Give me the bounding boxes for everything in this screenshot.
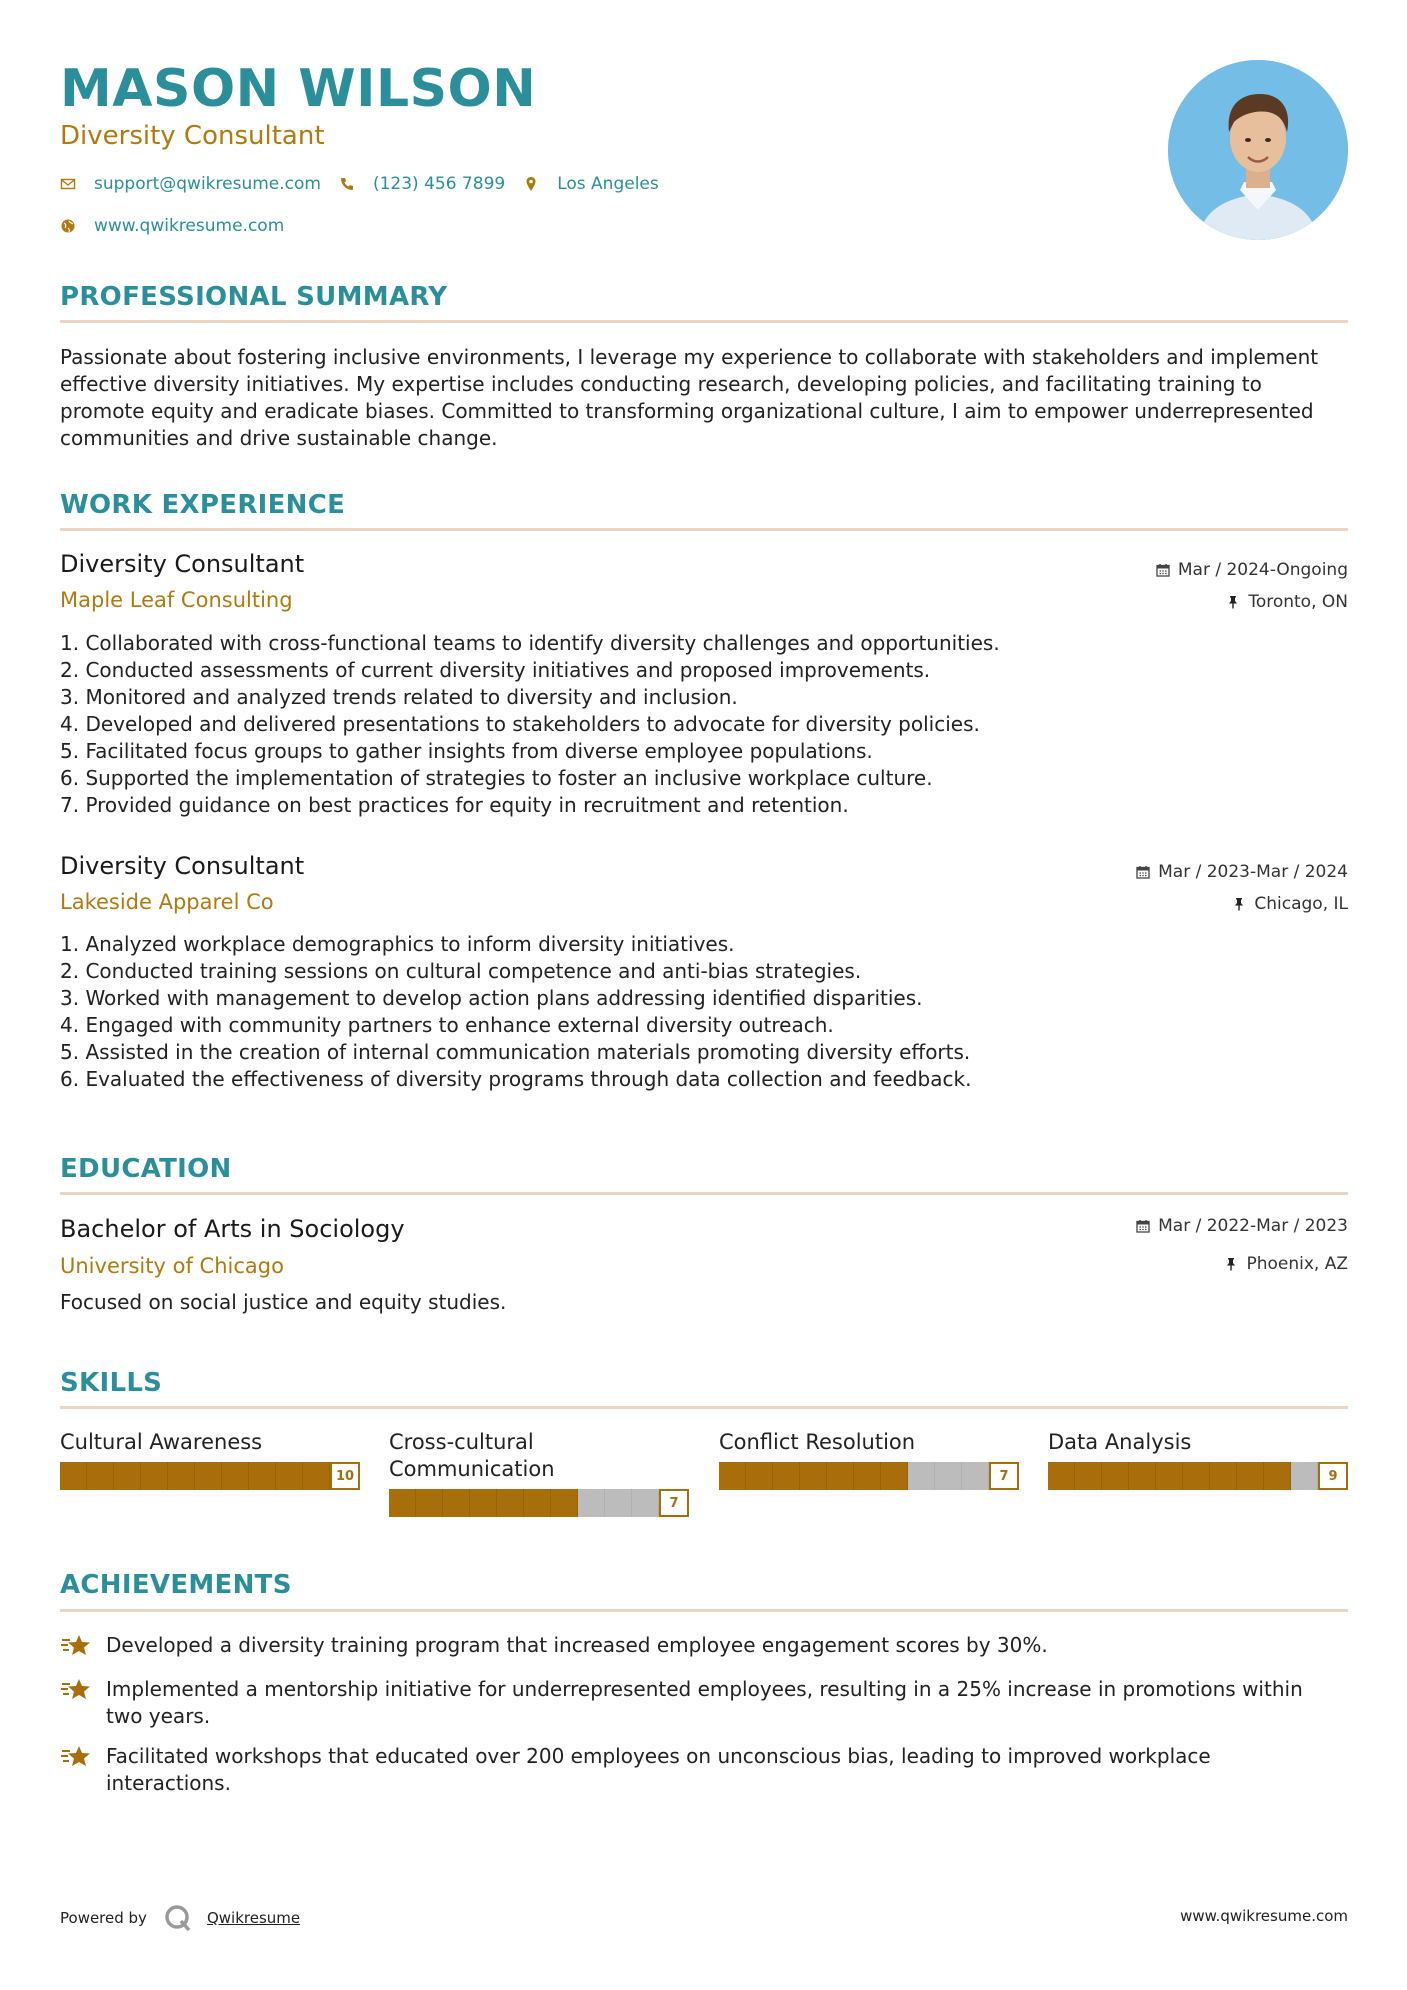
job-location	[1232, 893, 1348, 915]
skill-bar-filled-segment	[416, 1489, 443, 1517]
skill-bar	[1048, 1462, 1348, 1490]
candidate-role: Diversity Consultant	[60, 121, 325, 151]
skill-bar-track	[389, 1489, 659, 1517]
skill-bar	[60, 1462, 360, 1490]
list-item: 7. Provided guidance on best practices for equity in recruitment and retention.	[60, 793, 849, 817]
education-dates	[1136, 1215, 1348, 1237]
section-divider	[60, 1609, 1348, 1612]
skill-name: Cross-cultural Communication	[389, 1430, 555, 1481]
skill-bar-filled-segment	[551, 1489, 578, 1517]
skill-bar-track	[719, 1462, 989, 1490]
skill-bar-filled-segment	[443, 1489, 470, 1517]
skill-bar-filled-segment	[773, 1462, 800, 1490]
skill-bar-filled-segment	[1075, 1462, 1102, 1490]
skill-bar-filled-segment	[276, 1462, 303, 1490]
skill-bar-filled-segment	[222, 1462, 249, 1490]
map-pin-icon	[523, 176, 539, 192]
skill-bar-filled-segment	[1264, 1462, 1291, 1490]
skill-bar-empty-segment	[578, 1489, 605, 1517]
calendar-icon	[1136, 865, 1150, 879]
contact-row	[60, 173, 659, 195]
skill-bar-empty-segment	[908, 1462, 935, 1490]
skill-level-badge: 9	[1318, 1462, 1348, 1490]
job-location-text: Chicago, IL	[1254, 894, 1348, 914]
skill-bar-filled-segment	[60, 1462, 87, 1490]
job-dates-text: Mar / 2024-Ongoing	[1177, 560, 1348, 580]
list-item: 1. Analyzed workplace demographics to inform diversity initiatives.	[60, 932, 735, 956]
list-item: 5. Assisted in the creation of internal communication materials promoting diversity efforts.	[60, 1040, 971, 1064]
website-link[interactable]: www.qwikresume.com	[94, 216, 285, 236]
education-description: Focused on social justice and equity studies.	[60, 1290, 507, 1314]
achievement-text: Implemented a mentorship initiative for underrepresented employees, resulting in a 25% increase in promotions within two years.	[106, 1677, 1303, 1728]
skill-item	[1048, 1429, 1348, 1490]
skill-bar-filled-segment	[719, 1462, 746, 1490]
location-text: Los Angeles	[557, 174, 659, 194]
list-item: 2. Conducted training sessions on cultural competence and anti-bias strategies.	[60, 959, 862, 983]
skill-bar-track	[60, 1462, 330, 1490]
calendar-icon	[1156, 563, 1170, 577]
profile-photo	[1168, 60, 1348, 240]
job-duties-list	[60, 931, 1300, 1093]
list-item: 3. Worked with management to develop action plans addressing identified disparities.	[60, 986, 923, 1010]
job-duties-list	[60, 630, 1300, 819]
achievement-item	[60, 1676, 1336, 1730]
achievements-heading: ACHIEVEMENTS	[60, 1570, 292, 1600]
pushpin-icon	[1232, 897, 1246, 911]
list-item: 5. Facilitated focus groups to gather insights from diverse employee populations.	[60, 739, 873, 763]
skill-level-badge: 7	[989, 1462, 1019, 1490]
globe-icon	[60, 218, 76, 234]
star-badge-icon	[60, 1632, 92, 1660]
skill-item	[60, 1429, 360, 1490]
summary-heading: PROFESSIONAL SUMMARY	[60, 282, 448, 312]
job-title: Diversity Consultant	[60, 550, 305, 578]
skills-heading: SKILLS	[60, 1368, 163, 1398]
skill-bar-filled-segment	[303, 1462, 330, 1490]
skill-bar-empty-segment	[605, 1489, 632, 1517]
email-link[interactable]: support@qwikresume.com	[94, 174, 321, 194]
job-dates	[1136, 861, 1348, 883]
skill-bar-filled-segment	[1102, 1462, 1129, 1490]
skill-bar-filled-segment	[1183, 1462, 1210, 1490]
pushpin-icon	[1226, 595, 1240, 609]
list-item: 3. Monitored and analyzed trends related to diversity and inclusion.	[60, 685, 738, 709]
calendar-icon	[1136, 1219, 1150, 1233]
star-badge-icon	[60, 1743, 92, 1771]
candidate-name: MASON WILSON	[60, 59, 537, 119]
skill-item	[719, 1429, 1019, 1490]
achievement-item	[60, 1743, 1336, 1797]
skill-bar-filled-segment	[195, 1462, 222, 1490]
skill-name: Data Analysis	[1048, 1430, 1192, 1454]
company-name: Lakeside Apparel Co	[60, 890, 274, 914]
skill-item	[389, 1429, 689, 1517]
skill-bar-track	[1048, 1462, 1318, 1490]
summary-text: Passionate about fostering inclusive environments, I leverage my experience to collaborate with stakeholders and implement effective diversity initiatives. My expertise includes conducting research, developing policies, and facilitating training to promote equity and eradicate biases. Committed to transforming organizational culture, I aim to empower underrepresented communities and drive sustainable change.	[60, 345, 1319, 450]
footer-brand	[60, 1903, 300, 1933]
company-name: Maple Leaf Consulting	[60, 588, 293, 612]
skill-level-badge: 7	[659, 1489, 689, 1517]
pushpin-icon	[1224, 1257, 1238, 1271]
achievement-text: Facilitated workshops that educated over 200 employees on unconscious bias, leading to improved workplace interactions.	[106, 1744, 1211, 1795]
website-row	[60, 215, 284, 237]
list-item: 6. Supported the implementation of strategies to foster an inclusive workplace culture.	[60, 766, 933, 790]
skill-bar-filled-segment	[1048, 1462, 1075, 1490]
job-location	[1226, 591, 1348, 613]
skill-bar-empty-segment	[962, 1462, 989, 1490]
skill-level-badge: 10	[330, 1462, 360, 1490]
skill-bar-filled-segment	[1210, 1462, 1237, 1490]
qwikresume-link[interactable]: Qwikresume	[206, 1909, 301, 1927]
section-divider	[60, 528, 1348, 531]
skill-bar-filled-segment	[141, 1462, 168, 1490]
job-location-text: Toronto, ON	[1248, 592, 1348, 612]
list-item: 6. Evaluated the effectiveness of diversity programs through data collection and feedback.	[60, 1067, 972, 1091]
achievement-item	[60, 1632, 1336, 1660]
skill-bar-filled-segment	[827, 1462, 854, 1490]
job-dates-text: Mar / 2023-Mar / 2024	[1158, 862, 1348, 882]
skill-name: Conflict Resolution	[719, 1430, 916, 1454]
experience-heading: WORK EXPERIENCE	[60, 490, 346, 520]
list-item: 1. Collaborated with cross-functional teams to identify diversity challenges and opportunities.	[60, 631, 1000, 655]
star-badge-icon	[60, 1676, 92, 1704]
skill-bar-filled-segment	[1156, 1462, 1183, 1490]
skill-bar-filled-segment	[800, 1462, 827, 1490]
skill-bar-filled-segment	[249, 1462, 276, 1490]
list-item: 4. Developed and delivered presentations to stakeholders to advocate for diversity policies.	[60, 712, 980, 736]
skill-bar-filled-segment	[497, 1489, 524, 1517]
skill-bar-filled-segment	[114, 1462, 141, 1490]
phone-text[interactable]: (123) 456 7899	[372, 174, 506, 194]
section-divider	[60, 1192, 1348, 1195]
skill-bar-empty-segment	[632, 1489, 659, 1517]
skill-bar	[389, 1489, 689, 1517]
envelope-icon	[60, 176, 76, 192]
section-divider	[60, 1406, 1348, 1409]
skill-bar-empty-segment	[1291, 1462, 1318, 1490]
powered-by-label: Powered by	[60, 1909, 147, 1927]
skill-bar-filled-segment	[168, 1462, 195, 1490]
school-name: University of Chicago	[60, 1254, 284, 1278]
education-location	[1224, 1253, 1348, 1275]
phone-icon	[339, 176, 355, 192]
skill-bar-filled-segment	[1129, 1462, 1156, 1490]
skill-bar-filled-segment	[746, 1462, 773, 1490]
footer-website-link[interactable]: www.qwikresume.com	[1180, 1907, 1348, 1925]
job-dates	[1156, 559, 1348, 581]
list-item: 2. Conducted assessments of current diversity initiatives and proposed improvements.	[60, 658, 931, 682]
skill-bar-filled-segment	[524, 1489, 551, 1517]
job-title: Diversity Consultant	[60, 852, 305, 880]
education-location-text: Phoenix, AZ	[1246, 1254, 1348, 1274]
skill-bar-filled-segment	[470, 1489, 497, 1517]
section-divider	[60, 320, 1348, 323]
qwikresume-logo-icon	[163, 1903, 193, 1933]
list-item: 4. Engaged with community partners to enhance external diversity outreach.	[60, 1013, 834, 1037]
skill-bar-filled-segment	[1237, 1462, 1264, 1490]
education-dates-text: Mar / 2022-Mar / 2023	[1158, 1216, 1348, 1236]
skill-bar-filled-segment	[87, 1462, 114, 1490]
degree-title: Bachelor of Arts in Sociology	[60, 1215, 405, 1243]
education-heading: EDUCATION	[60, 1154, 232, 1184]
skill-bar-filled-segment	[854, 1462, 881, 1490]
skill-name: Cultural Awareness	[60, 1430, 263, 1454]
skill-bar-filled-segment	[881, 1462, 908, 1490]
skill-bar	[719, 1462, 1019, 1490]
skill-bar-empty-segment	[935, 1462, 962, 1490]
achievement-text: Developed a diversity training program that increased employee engagement scores by 30%.	[106, 1633, 1048, 1657]
skill-bar-filled-segment	[389, 1489, 416, 1517]
